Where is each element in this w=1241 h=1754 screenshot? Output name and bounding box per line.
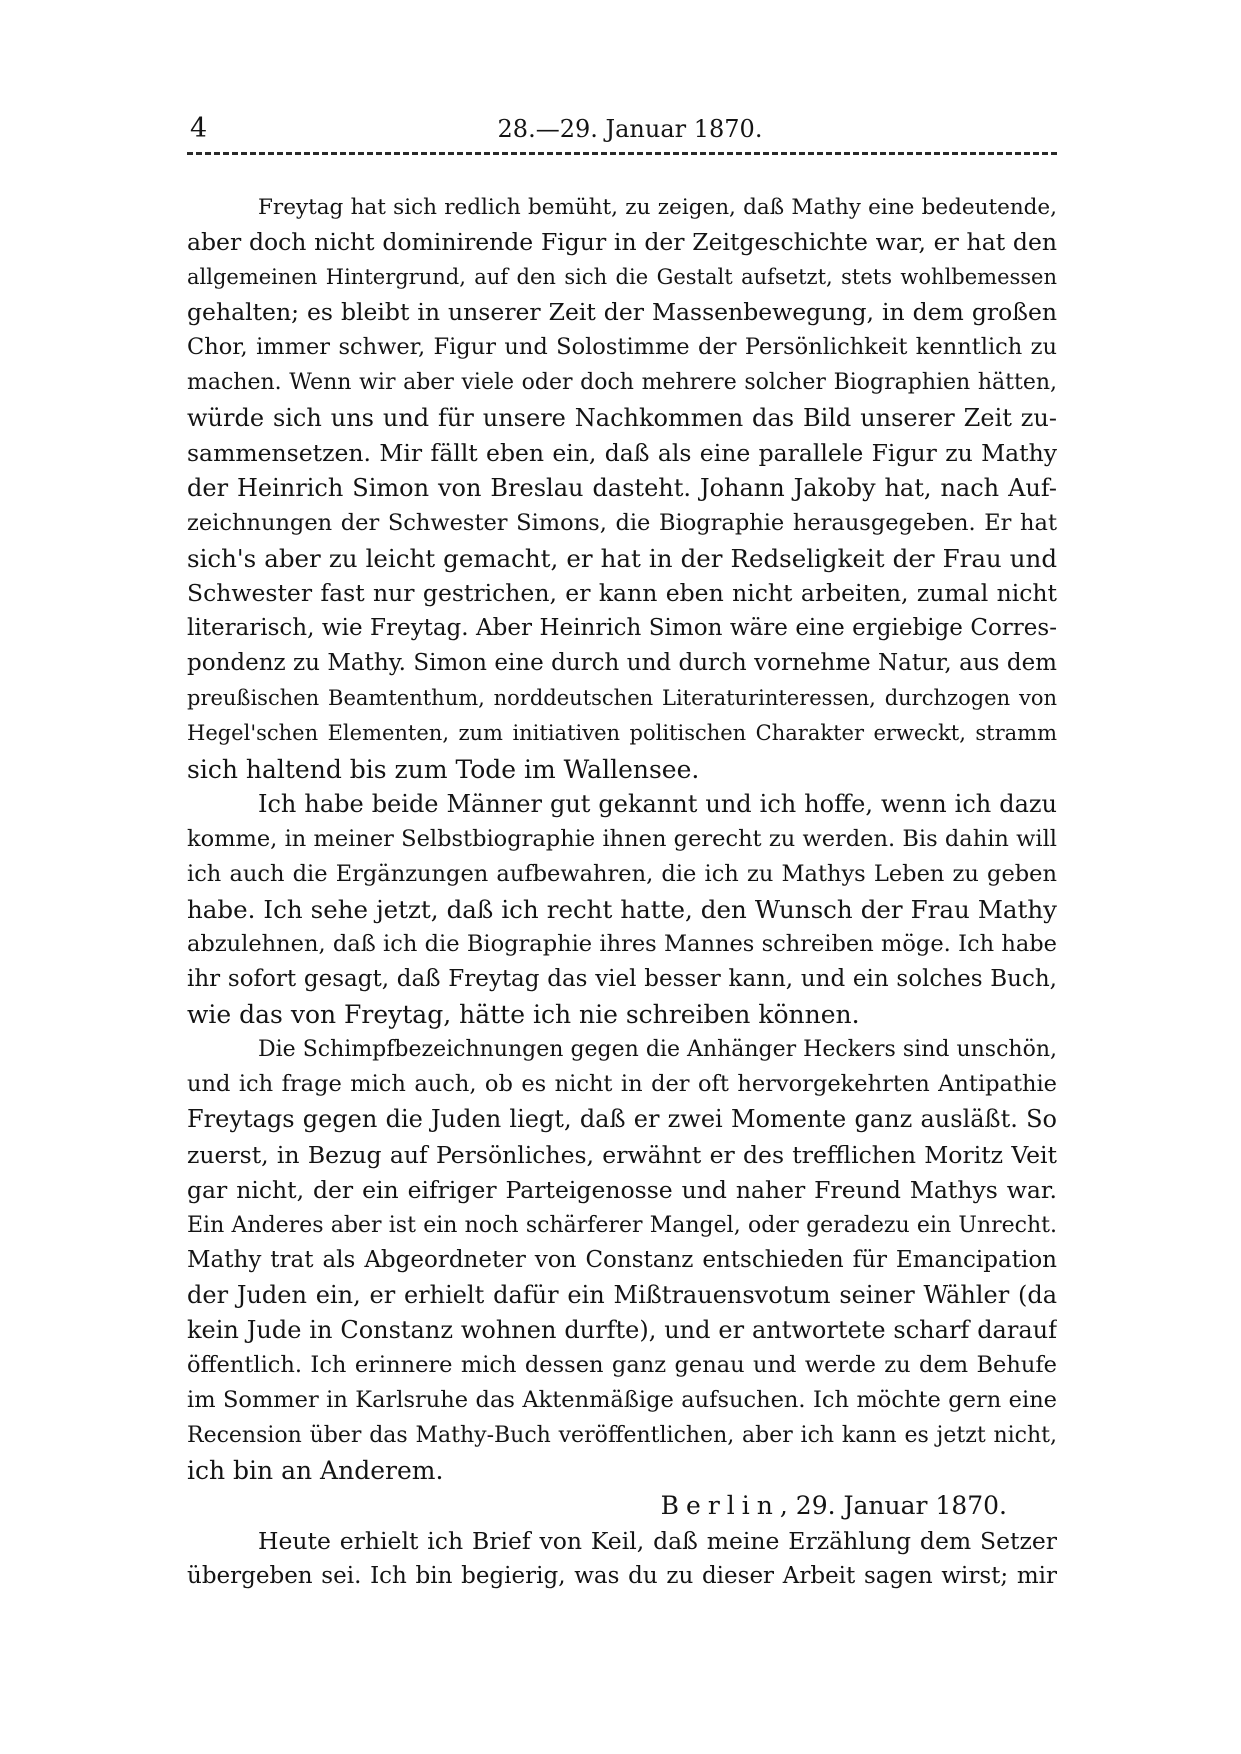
text-line: der Heinrich Simon von Breslau dasteht. Johann Jakoby hat, nach Auf-	[187, 473, 1057, 502]
text-line: Hegel'schen Elementen, zum initiativen politischen Charakter erweckt, stramm	[187, 721, 1057, 746]
text-line: habe. Ich sehe jetzt, daß ich recht hatte, den Wunsch der Frau Mathy	[187, 894, 1057, 924]
text-line: Freytag hat sich redlich bemüht, zu zeigen, daß Mathy eine bedeutende,	[258, 195, 1057, 220]
text-line: der Juden ein, er erhielt dafür ein Mißtrauensvotum seiner Wähler (da	[187, 1280, 1057, 1309]
text-line: im Sommer in Karlsruhe das Aktenmäßige aufsuchen. Ich möchte gern eine	[187, 1387, 1057, 1414]
text-line: kein Jude in Constanz wohnen durfte), und er antwortete scharf darauf	[187, 1316, 1057, 1344]
page-number: 4	[190, 113, 208, 144]
text-line: Schwester fast nur gestrichen, er kann eben nicht arbeiten, zumal nicht	[187, 579, 1057, 608]
text-line: Mathy trat als Abgeordneter von Constanz entschieden für Emancipation	[187, 1246, 1057, 1273]
text-line: Chor, immer schwer, Figur und Solostimme der Persönlichkeit kenntlich zu	[187, 334, 1057, 361]
text-line: preußischen Beamtenthum, norddeutschen Literaturinteressen, durchzogen von	[187, 686, 1057, 711]
text-line: aber doch nicht dominirende Figur in der Zeitgeschichte war, er hat den	[187, 228, 1057, 257]
text-line: Heute erhielt ich Brief von Keil, daß meine Erzählung dem Setzer	[258, 1526, 1057, 1555]
text-line: machen. Wenn wir aber viele oder doch mehrere solcher Biographien hätten,	[187, 370, 1057, 396]
running-head: 28.—29. Januar 1870.	[497, 115, 763, 143]
text-line: literarisch, wie Freytag. Aber Heinrich Simon wäre eine ergiebige Corres-	[187, 615, 1057, 642]
text-line: Freytags gegen die Juden liegt, daß er zwei Momente ganz ausläßt. So	[187, 1105, 1057, 1134]
text-line: ihr sofort gesagt, daß Freytag das viel besser kann, und ein solches Buch,	[187, 966, 1057, 993]
text-line: komme, in meiner Selbstbiographie ihnen gerecht zu werden. Bis dahin will	[187, 825, 1057, 852]
header-rule	[187, 152, 1057, 155]
text-line: würde sich uns und für unsere Nachkommen das Bild unserer Zeit zu-	[187, 403, 1057, 432]
text-line: ich bin an Anderem.	[187, 1456, 444, 1486]
text-line: Recension über das Mathy-Buch veröffentlichen, aber ich kann es jetzt nicht,	[187, 1423, 1057, 1449]
text-line: pondenz zu Mathy. Simon eine durch und durch vornehme Natur, aus dem	[187, 650, 1057, 677]
text-line: zeichnungen der Schwester Simons, die Biographie herausgegeben. Er hat	[187, 509, 1057, 536]
text-line: gehalten; es bleibt in unserer Zeit der Massenbewegung, in dem großen	[187, 298, 1057, 327]
text-line: wie das von Freytag, hätte ich nie schreiben können.	[187, 1000, 860, 1030]
text-line: und ich frage mich auch, ob es nicht in der oft hervorgekehrten Antipathie	[187, 1071, 1057, 1098]
text-line: übergeben sei. Ich bin begierig, was du zu dieser Arbeit sagen wirst; mir	[187, 1562, 1057, 1589]
text-line: ich auch die Ergänzungen aufbewahren, die ich zu Mathys Leben zu geben	[187, 860, 1057, 887]
text-line: öffentlich. Ich erinnere mich dessen ganz genau und werde zu dem Behufe	[187, 1352, 1057, 1379]
text-line: sich's aber zu leicht gemacht, er hat in der Redseligkeit der Frau und	[187, 543, 1057, 573]
dateline-date: , 29. Januar 1870.	[779, 1491, 1007, 1521]
dateline	[187, 1488, 1057, 1523]
text-line: zuerst, in Bezug auf Persönliches, erwähnt er des trefflichen Moritz Veit	[187, 1140, 1057, 1169]
text-line: Ein Anderes aber ist ein noch schärferer Mangel, oder geradezu ein Unrecht.	[187, 1212, 1057, 1238]
dateline-place: Berlin	[660, 1491, 780, 1521]
text-line: Die Schimpfbezeichnungen gegen die Anhänger Heckers sind unschön,	[258, 1037, 1057, 1063]
text-line: allgemeinen Hintergrund, auf den sich die Gestalt aufsetzt, stets wohlbemessen	[187, 265, 1057, 290]
text-line: gar nicht, der ein eifriger Parteigenosse und naher Freund Mathys war.	[187, 1175, 1057, 1204]
text-line: sich haltend bis zum Tode im Wallensee.	[187, 754, 700, 784]
body-text	[187, 190, 1057, 1594]
text-line: sammensetzen. Mir fällt eben ein, daß als eine parallele Figur zu Mathy	[187, 438, 1057, 467]
text-line: Ich habe beide Männer gut gekannt und ich hoffe, wenn ich dazu	[258, 789, 1057, 818]
text-line: abzulehnen, daß ich die Biographie ihres Mannes schreiben möge. Ich habe	[187, 930, 1057, 957]
